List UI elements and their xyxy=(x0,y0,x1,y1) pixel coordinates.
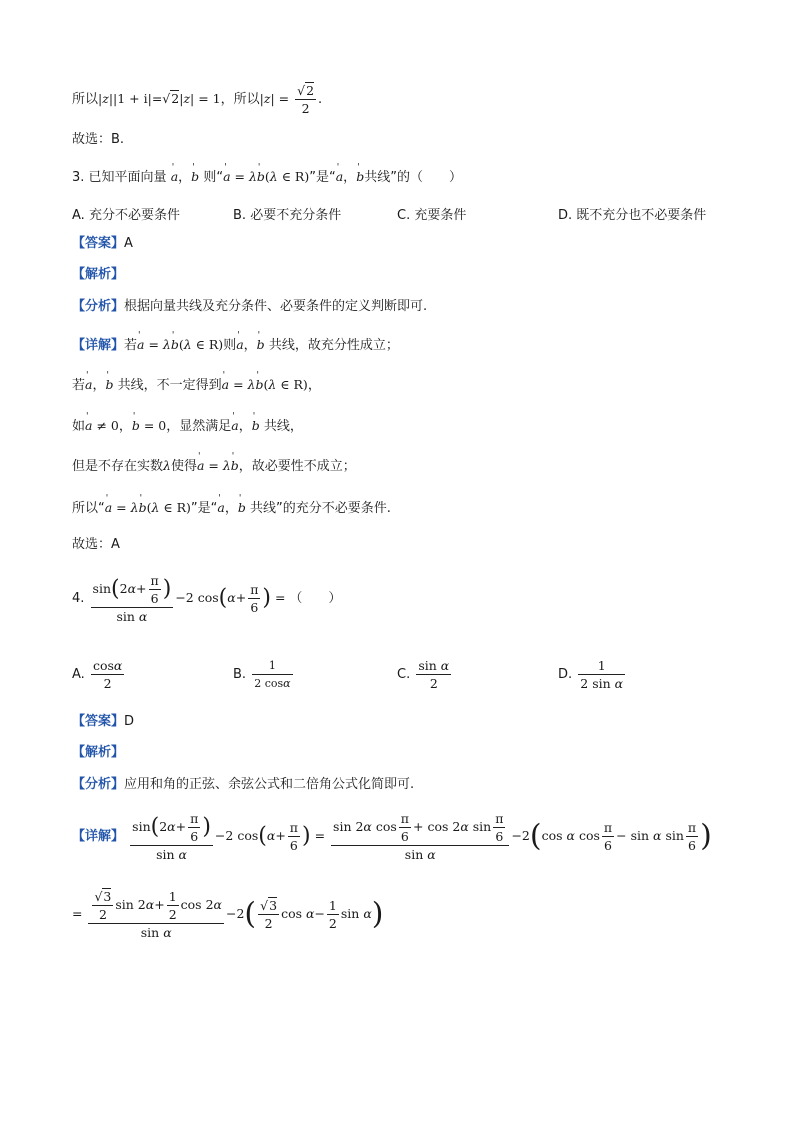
text: ，故必要性不成立； xyxy=(238,459,356,474)
option-letter: B. xyxy=(233,208,247,223)
q4-stem xyxy=(72,572,341,625)
vector-b: ' b xyxy=(252,416,260,436)
option-formula: $\frac{1}{\text{2 sin α}}$ xyxy=(580,658,624,691)
text: 共线”的（ ） xyxy=(364,170,462,185)
text: 使得 xyxy=(170,459,197,474)
q4-option-c[interactable] xyxy=(397,657,453,692)
text: 已知平面向量 xyxy=(88,170,167,185)
q4-fenxi xyxy=(72,775,414,795)
formula-lambda: ' a = λ' b(λ ∈ R) xyxy=(222,377,308,392)
option-formula: $\frac{\cos\alpha}{2}$ xyxy=(92,658,123,691)
option-letter: C. xyxy=(397,208,411,223)
answer-value: A xyxy=(124,236,133,251)
analysis-tag: 【解析】 xyxy=(72,267,125,282)
q3-detail-1: 【详解】若' a = λ' b(λ ∈ R)则' a，' b 共线，故充分性成立； xyxy=(72,335,399,356)
vector-a: ' a xyxy=(171,167,178,187)
option-formula: $\frac{\text{sin α}}{2}$ xyxy=(418,658,450,691)
fenxi-text: 应用和角的正弦、余弦公式和二倍角公式化简即可. xyxy=(124,777,415,792)
prev-choice: 故选：B. xyxy=(72,132,125,147)
xiangjie-tag: 【详解】 xyxy=(72,338,125,353)
text: 如 xyxy=(72,419,86,434)
q4-detail-2 xyxy=(72,888,383,941)
q4-option-d[interactable] xyxy=(558,657,627,692)
option-text: 充分不必要条件 xyxy=(88,208,180,223)
option-text: 必要不充分条件 xyxy=(250,208,342,223)
q4-analysis-tag xyxy=(72,743,124,763)
option-letter: B. xyxy=(233,667,247,682)
prev-solution-line xyxy=(72,82,322,117)
vector-a: ' a xyxy=(231,416,238,436)
text: 若 xyxy=(72,378,86,393)
text: 共线”的充分不必要条件. xyxy=(250,501,391,516)
vector-b: ' b xyxy=(356,167,364,187)
text: 但是不存在实数 xyxy=(72,459,164,474)
text: 共线， xyxy=(263,419,303,434)
q3-option-b[interactable] xyxy=(233,204,341,223)
formula-b-zero: ' b = 0 xyxy=(132,418,166,433)
formula-lambda: ' a = λ' b(λ ∈ R) xyxy=(105,500,191,515)
formula-lambda: ' a = λ' b(λ ∈ R) xyxy=(137,337,223,352)
text: 共线，故充分性成立； xyxy=(268,338,399,353)
answer-tag: 【答案】 xyxy=(72,236,125,251)
option-letter: D. xyxy=(558,667,573,682)
fenxi-text: 根据向量共线及充分条件、必要条件的定义判断即可. xyxy=(124,299,428,314)
text: 则“ xyxy=(203,170,224,185)
vector-a: ' a xyxy=(336,167,343,187)
q3-analysis-tag xyxy=(72,265,124,285)
answer-tag: 【答案】 xyxy=(72,714,125,729)
option-formula: $\frac{1}{2 \cos\alpha}$ xyxy=(254,659,291,690)
analysis-tag: 【解析】 xyxy=(72,745,125,760)
q3-answer xyxy=(72,234,133,254)
formula-a-nonzero: ' a ≠ 0 xyxy=(85,418,119,433)
question-number: 4. xyxy=(72,591,85,606)
text: . xyxy=(318,92,323,107)
option-letter: D. xyxy=(558,208,573,223)
formula-result: |z| = $\frac{√2}{2}$ xyxy=(259,83,315,116)
text: 所以“ xyxy=(72,501,105,516)
formula-lambda: ' a = λ' b(λ ∈ R) xyxy=(223,169,309,184)
formula-modulus: |z||1 + i|=√2|z| = 1 xyxy=(98,91,221,106)
option-text: 充要条件 xyxy=(414,208,467,223)
q3-option-a[interactable] xyxy=(72,204,180,223)
option-text: 既不充分也不必要条件 xyxy=(576,208,707,223)
q4-detail-1 xyxy=(72,810,712,863)
text: ，所以 xyxy=(220,92,260,107)
vector-b: ' b xyxy=(105,375,113,395)
text: ， xyxy=(307,378,321,393)
option-letter: A. xyxy=(72,208,85,223)
q3-option-c[interactable] xyxy=(397,204,466,223)
q3-option-d[interactable] xyxy=(558,204,706,223)
q3-detail-5: 所以“' a = λ' b(λ ∈ R)”是“' a，' b 共线”的充分不必要条件. xyxy=(72,498,391,519)
vector-a: ' a xyxy=(217,498,224,518)
answer-value: D xyxy=(124,714,135,729)
text: 所以 xyxy=(72,92,99,107)
formula-a-lambda-b: ' a = λ' b xyxy=(197,458,239,473)
text: ”是“ xyxy=(309,170,336,185)
formula-detail-1: sin(2α+ $\frac{\pi}{6}$ ) sin α −2 cos(α+ $\frac{\pi}{6}$ ) = sin 2α cos $\frac{\pi}{6}$ + cos 2α sin $\frac{\pi}{6}$ sin α −2(cos α cos $\frac{\pi}{6}$ − sin α sin $\frac{\pi}{6}$ ) xyxy=(132,811,712,862)
question-number: 3. xyxy=(72,170,85,185)
vector-a: ' a xyxy=(236,335,243,355)
text: 若 xyxy=(124,338,138,353)
q3-stem: 3. 已知平面向量 ' a，' b 则“' a = λ' b(λ ∈ R)”是“' a，' b共线”的（ ） xyxy=(72,167,462,188)
formula-detail-2: = $\frac{√3}{2}$ sin 2α+ $\frac{1}{2}$ cos 2α sin α −2( $\frac{√3}{2}$ cos α− $\frac{1}{2}$ sin α) xyxy=(72,889,384,940)
q3-choice: 故选：A xyxy=(72,537,120,552)
symbol-lambda: λ xyxy=(163,458,171,473)
q4-option-a[interactable] xyxy=(72,657,126,692)
q3-fenxi xyxy=(72,297,427,317)
q3-detail-4 xyxy=(72,456,356,477)
vector-b: ' b xyxy=(238,498,246,518)
option-letter: C. xyxy=(397,667,411,682)
text: ，显然满足 xyxy=(166,419,232,434)
q4-option-b[interactable] xyxy=(233,657,295,692)
formula-q4: sin(2α+ $\frac{\pi}{6}$ ) sin α −2 cos(α+ $\frac{\pi}{6}$ ) = xyxy=(92,573,290,624)
vector-a: ' a xyxy=(85,375,92,395)
text: （ ） xyxy=(289,591,342,606)
fenxi-tag: 【分析】 xyxy=(72,299,125,314)
text: ”是“ xyxy=(190,501,218,516)
fenxi-tag: 【分析】 xyxy=(72,777,125,792)
q4-answer xyxy=(72,712,134,732)
q3-detail-3: 如' a ≠ 0，' b = 0，显然满足' a，' b 共线， xyxy=(72,416,303,437)
vector-b: ' b xyxy=(191,167,199,187)
q3-detail-2: 若' a，' b 共线，不一定得到' a = λ' b(λ ∈ R)， xyxy=(72,375,321,396)
text: 共线，不一定得到 xyxy=(117,378,222,393)
vector-b: ' b xyxy=(257,335,265,355)
xiangjie-tag: 【详解】 xyxy=(72,829,125,844)
option-letter: A. xyxy=(72,667,85,682)
text: 则 xyxy=(223,338,237,353)
